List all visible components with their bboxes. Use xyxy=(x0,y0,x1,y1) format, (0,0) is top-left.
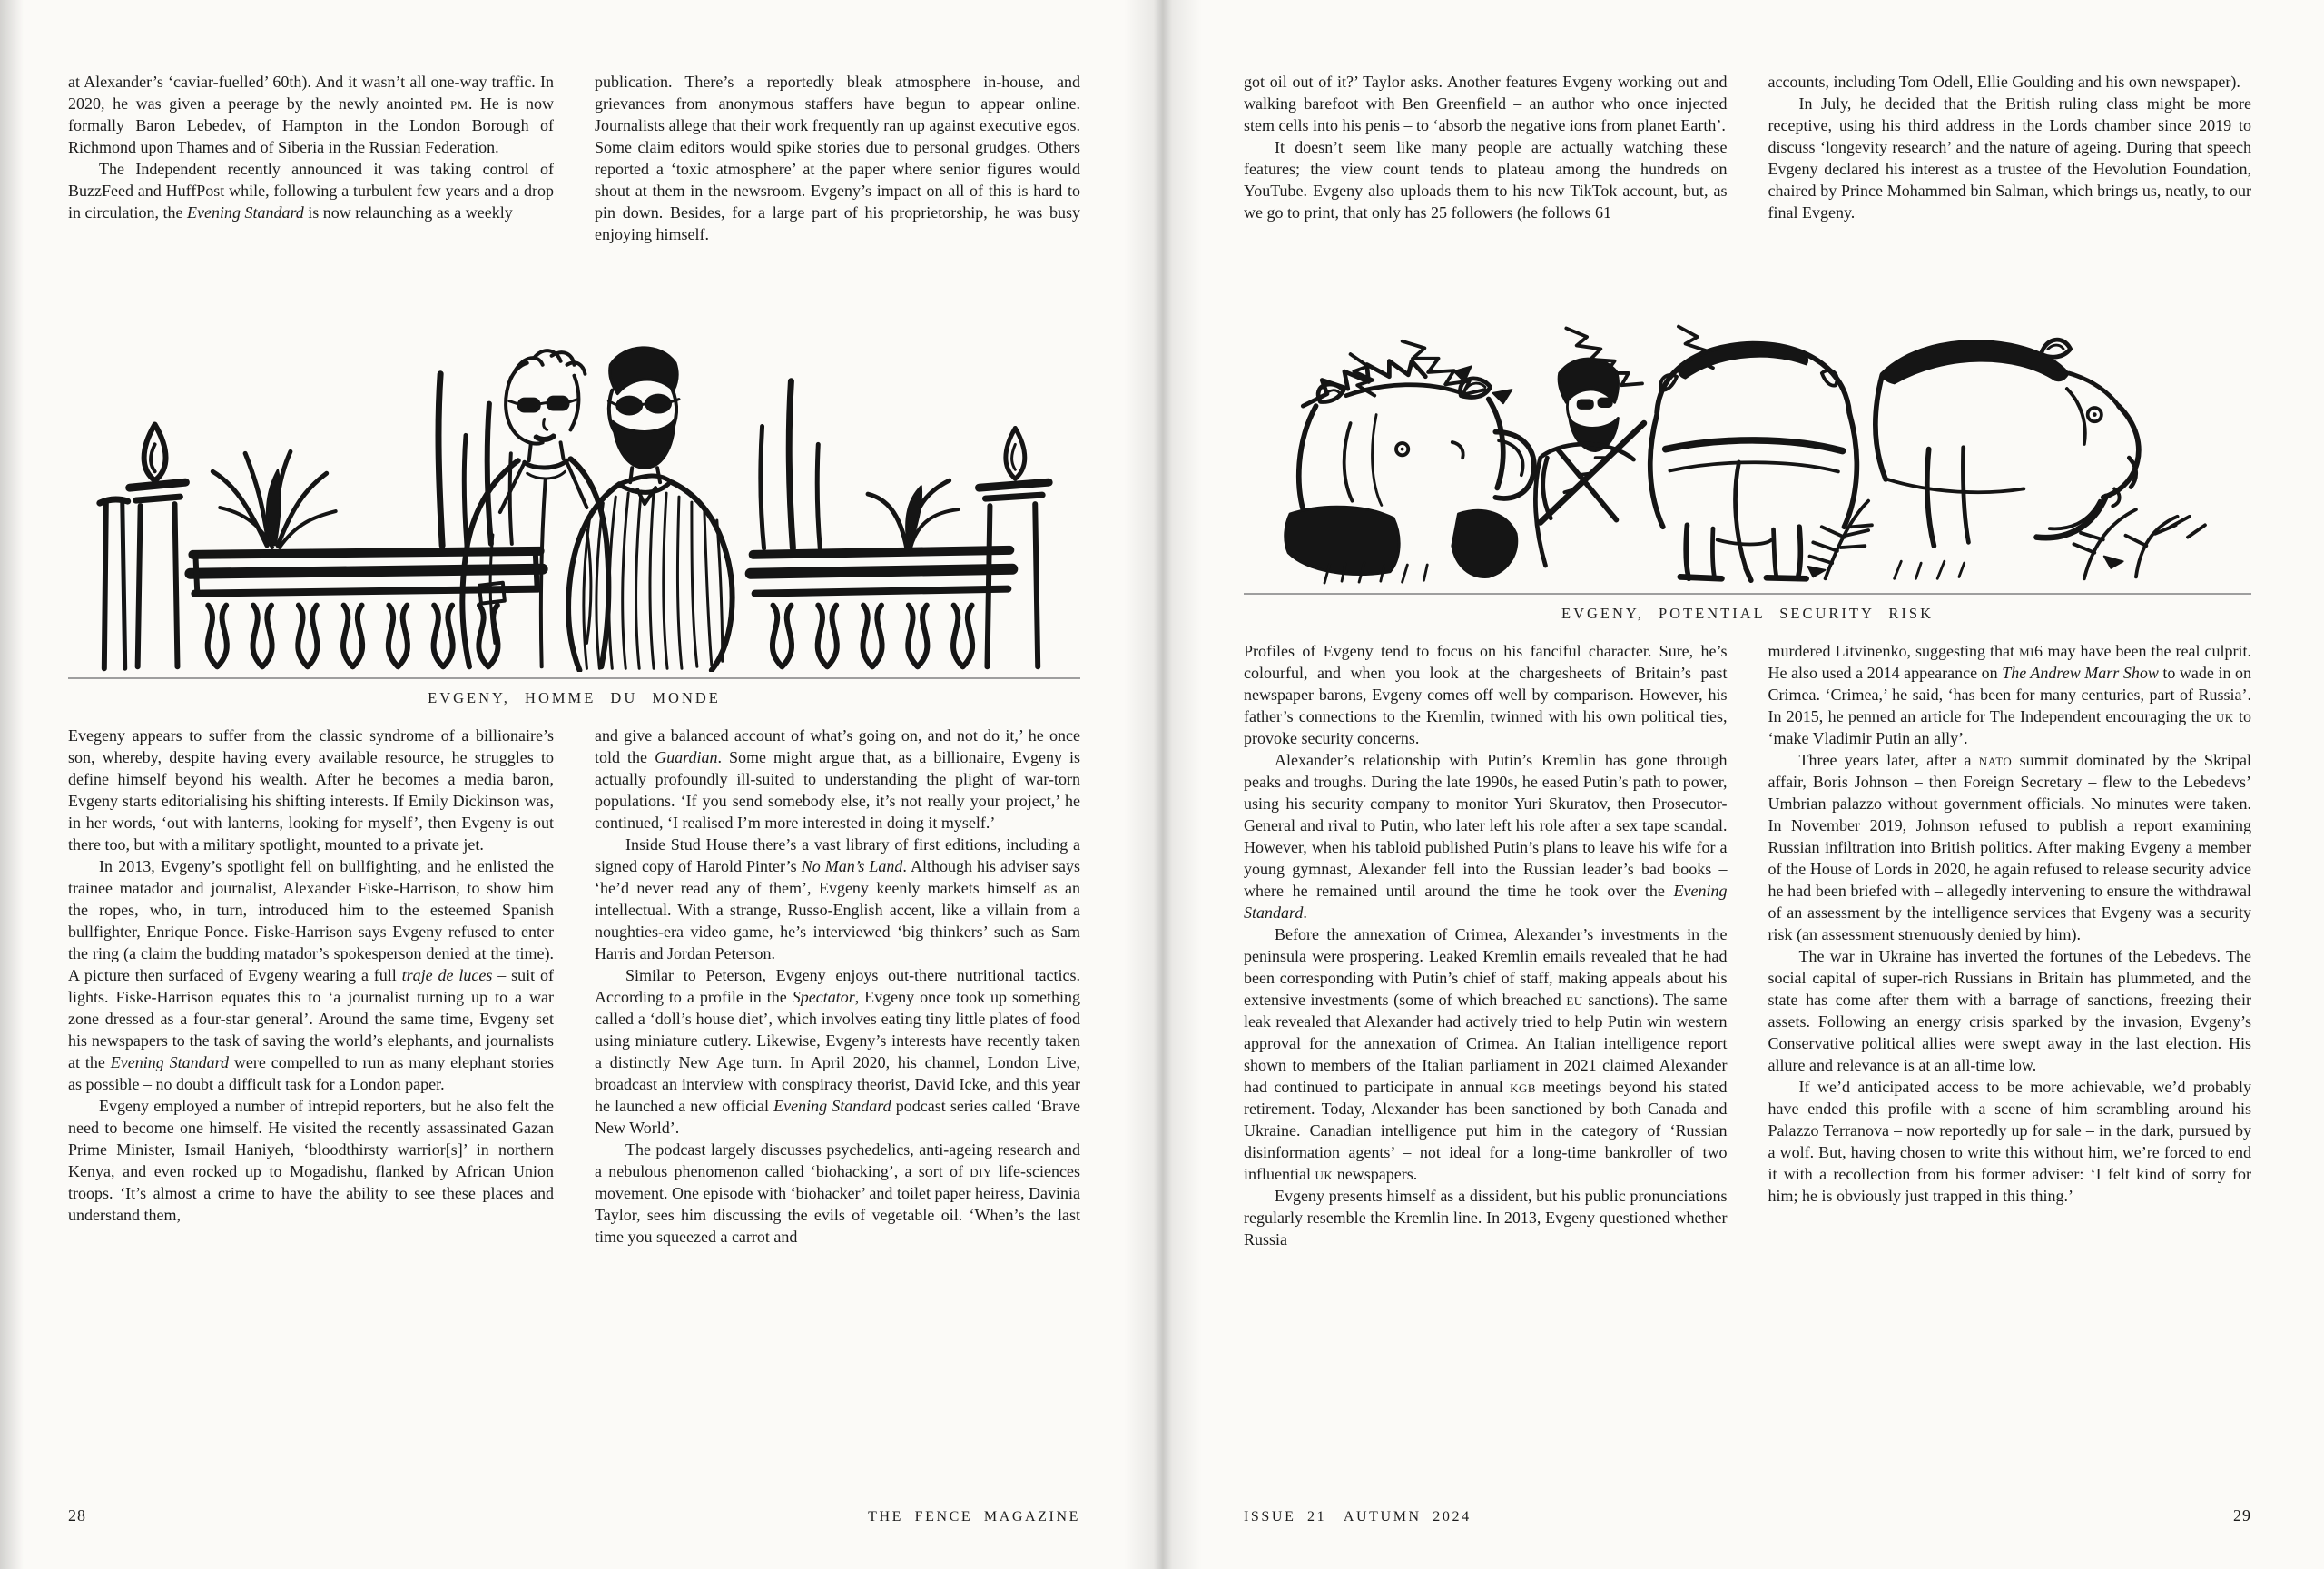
body-paragraph: It doesn’t seem like many people are actually watching these features; the view count tends to plateau among the hundreds on YouTube. Evgeny also uploads them to his new TikTok account, but, as we go to print, that only has 25 followers (he follows 61 xyxy=(1244,138,1728,222)
body-paragraph: and give a balanced account of what’s going on, and not do it,’ he once told the Guardian. Some might argue that, as a billionaire, Evgeny is actually profoundly ill-suited to understanding the plight of war-torn populations. ‘If you send somebody else, it’s not really your project,’ he continued, ‘I realised I’m more interested in doing it myself.’ xyxy=(595,726,1080,833)
body-paragraph: Profiles of Evgeny tend to focus on his fanciful character. Sure, he’s colourful, and when you look at the chargesheets of Britain’s past newspaper barons, Evgeny comes off well by comparison. However, his father’s connections to the Kremlin, twinned with his own political ties, provoke security concerns. xyxy=(1244,641,1728,747)
body-paragraph: In July, he decided that the British ruling class might be more receptive, using his third address in the Lords chamber since 2019 to discuss ‘longevity research’ and the nature of ageing. During that speech Evgeny declared his interest as a trustee of the Hevolution Foundation, chaired by Prince Mohammed bin Salman, which brings us, neatly, to our final Evgeny. xyxy=(1768,94,2251,222)
page28-column-2-top xyxy=(595,71,1080,314)
page-29 xyxy=(1162,0,2324,1569)
page28-top-text xyxy=(68,71,1080,314)
body-paragraph: The war in Ukraine has inverted the fortunes of the Lebedevs. The social capital of super-rich Russians in Britain has plummeted, and the state has come after them with a barrage of sanctions, freezing their assets. Following an energy crisis sparked by the invasion, Evgeny’s Conservative political allies were swept away in the last election. His allure and relevance is at an all-time low. xyxy=(1768,946,2251,1074)
body-paragraph: Before the annexation of Crimea, Alexander’s investments in the peninsula were prospering. Leaked Kremlin emails revealed that he had been corresponding with Putin’s chief of staff, making appeals about his extensive investments (some of which breached eu sanctions). The same leak revealed that Alexander had actively tried to help Putin win western approval for the annexation of Crimea. An Italian intelligence report shown to members of the Italian parliament in 2021 claimed Alexander had continued to participate in annual kgb meetings beyond his stated retirement. Today, Alexander has been sanctioned by both Canada and Ukraine. Canadian intelligence put him in the category of ‘Russian disinformation agents’ – not ideal for a long-time bankroller of two influential uk newspapers. xyxy=(1244,924,1728,1183)
page29-column-1-top xyxy=(1244,71,1728,314)
body-paragraph: In 2013, Evgeny’s spotlight fell on bullfighting, and he enlisted the trainee matador and journalist, Alexander Fiske-Harrison, to show him the ropes, who, in turn, introduced him to the esteemed Spanish bullfighter, Enrique Ponce. Fiske-Harrison says Evgeny refused to enter the ring (a claim the budding matador’s spokesperson denied at the time). A picture then surfaced of Evgeny wearing a full traje de luces – suit of lights. Fiske-Harrison equates this to ‘a journalist turning up to a war zone dressed as a four-star general’. Around the same time, Evgeny set his newspapers to the task of saving the world’s elephants, and journalists at the Evening Standard were compelled to run as many elephant stories as possible – no doubt a difficult task for a London paper. xyxy=(68,857,554,1094)
issue-line: ISSUE 21 AUTUMN 2024 xyxy=(1244,1509,1472,1525)
page-number: 28 xyxy=(68,1506,86,1525)
figure-caption: EVGENY, POTENTIAL SECURITY RISK xyxy=(1561,604,1934,622)
page28-column-1-bottom xyxy=(68,725,554,1502)
illustration-two-men-balcony xyxy=(68,318,1080,672)
page29-column-2-bottom xyxy=(1768,640,2252,1457)
page28-footer xyxy=(68,1506,1080,1525)
figure-homme-du-monde xyxy=(68,318,1080,719)
body-paragraph: publication. There’s a reportedly bleak atmosphere in-house, and grievances from anonymous staffers have begun to appear online. Journalists allege that their work frequently ran up against executive egos. Some claim editors would spike stories due to personal grudges. Others reported a ‘toxic atmosphere’ at the paper where senior figures would shout at them in the newsroom. Evgeny’s impact on all of this is hard to pin down. Besides, for a large part of his proprietorship, he was busy enjoying himself. xyxy=(595,73,1080,243)
body-paragraph: at Alexander’s ‘caviar-fuelled’ 60th). And it wasn’t all one-way traffic. In 2020, he was given a peerage by the newly anointed pm. He is now formally Baron Lebedev, of Hampton in the London Borough of Richmond upon Thames and of Siberia in the Russian Federation. xyxy=(68,73,554,156)
body-paragraph: The podcast largely discusses psychedelics, anti-ageing research and a nebulous phenomenon called ‘biohacking’, a sort of diy life-sciences movement. One episode with ‘biohacker’ and toilet paper heiress, Davinia Taylor, sees him discussing the evils of vegetable oil. ‘When’s the last time you squeezed a carrot and xyxy=(595,1140,1080,1247)
page28-bottom-text xyxy=(68,725,1080,1502)
page29-footer xyxy=(1244,1506,2251,1525)
body-paragraph: If we’d anticipated access to be more achievable, we’d probably have ended this profile with a scene of him scrambling around his Palazzo Terranova – now reportedly up for sale – in the dark, pursued by a wolf. But, having chosen to write this without him, we’re forced to end it with a recollection from his former adviser: ‘I felt kind of sorry for him; he is obviously just trapped in this thing.’ xyxy=(1768,1077,2251,1205)
body-paragraph: Similar to Peterson, Evgeny enjoys out-there nutritional tactics. According to a profile in the Spectator, Evgeny once took up something called a ‘doll’s house diet’, which involves eating tiny little plates of food using miniature cutlery. Likewise, Evgeny’s interests have recently taken a distinctly New Age turn. In April 2020, his channel, London Live, broadcast an interview with conspiracy theorist, David Icke, and this year he launched a new official Evening Standard podcast series called ‘Brave New World’. xyxy=(595,966,1080,1138)
body-paragraph: murdered Litvinenko, suggesting that mi6 may have been the real culprit. He also used a 2014 appearance on The Andrew Marr Show to wade in on Crimea. ‘Crimea,’ he said, ‘has been for many centuries, part of Russia’. In 2015, he penned an article for The Independent encouraging the uk to ‘make Vladimir Putin an ally’. xyxy=(1768,641,2251,747)
body-paragraph: got oil out of it?’ Taylor asks. Another features Evgeny working out and walking barefoot with Ben Greenfield – an author who once injected stem cells into his penis – to ‘absorb the negative ions from planet Earth’. xyxy=(1244,73,1728,134)
body-paragraph: Alexander’s relationship with Putin’s Kremlin has gone through peaks and troughs. During the late 1990s, he eased Putin’s path to power, using his security company to monitor Yuri Skuratov, then Prosecutor-General and rival to Putin, who later left his role after a sex tape scandal. However, when his tabloid published Putin’s plans to leave his wife for a young gymnast, Alexander fell into the Russian leader’s bad books – where he remained until around the time he took over the Evening Standard. xyxy=(1244,750,1728,922)
illustration-man-with-rhinos xyxy=(1273,320,2222,587)
page-number: 29 xyxy=(2233,1506,2251,1525)
body-paragraph: Evgeny employed a number of intrepid reporters, but he also felt the need to become one himself. He visited the recently assassinated Gazan Prime Minister, Ismail Haniyeh, ‘bloodthirsty warrior[s]’ in northern Kenya, and even rocked up to Mogadishu, flanked by African Union troops. ‘It’s almost a crime to have the ability to see these places and understand them, xyxy=(68,1097,554,1225)
page29-top-text xyxy=(1244,71,2251,314)
page28-column-1-top xyxy=(68,71,554,314)
body-paragraph: Inside Stud House there’s a vast library of first editions, including a signed copy of Harold Pinter’s No Man’s Land. Although his adviser says ‘he’d never read any of them’, Evgeny keenly markets himself as an intellectual. With a strange, Russo-English accent, like a villain from a noughties-era video game, he’s interviewed ‘big thinkers’ such as Sam Harris and Jordan Peterson. xyxy=(595,835,1080,963)
page29-column-1-bottom xyxy=(1244,640,1728,1457)
page29-column-2-top xyxy=(1768,71,2252,314)
figure-caption: EVGENY, HOMME DU MONDE xyxy=(428,689,721,707)
page28-column-2-bottom xyxy=(595,725,1080,1502)
figure-security-risk xyxy=(1244,320,2251,635)
body-paragraph: Evegeny appears to suffer from the classic syndrome of a billionaire’s son, whereby, despite having every available resource, he struggles to define himself beyond his wealth. After he becomes a media baron, Evgeny starts editorialising his shifting interests. If Emily Dickinson was, in her words, ‘out with lanterns, looking for myself’, then Evgeny is out there too, but with a military spotlight, mounted to a private jet. xyxy=(68,726,554,854)
body-paragraph: accounts, including Tom Odell, Ellie Goulding and his own newspaper). xyxy=(1768,73,2240,91)
body-paragraph: The Independent recently announced it was taking control of BuzzFeed and HuffPost while, following a turbulent few years and a drop in circulation, the Evening Standard is now relaunching as a weekly xyxy=(68,160,554,222)
body-paragraph: Evgeny presents himself as a dissident, but his public pronunciations regularly resemble the Kremlin line. In 2013, Evgeny questioned whether Russia xyxy=(1244,1186,1728,1248)
body-paragraph: Three years later, after a nato summit dominated by the Skripal affair, Boris Johnson – then Foreign Secretary – flew to the Lebedevs’ Umbrian palazzo without government officials. No minutes were taken. In November 2019, Johnson refused to publish a report examining Russian infiltration into British politics. After making Evgeny a member of the House of Lords in 2020, he again refused to release security advice he had been briefed with – allegedly intervening to ensure the withdrawal of an assessment by the intelligence services that Evgeny was a security risk (an assessment strenuously denied by him). xyxy=(1768,750,2251,943)
masthead: THE FENCE MAGAZINE xyxy=(868,1509,1080,1525)
page29-bottom-text xyxy=(1244,640,2251,1457)
